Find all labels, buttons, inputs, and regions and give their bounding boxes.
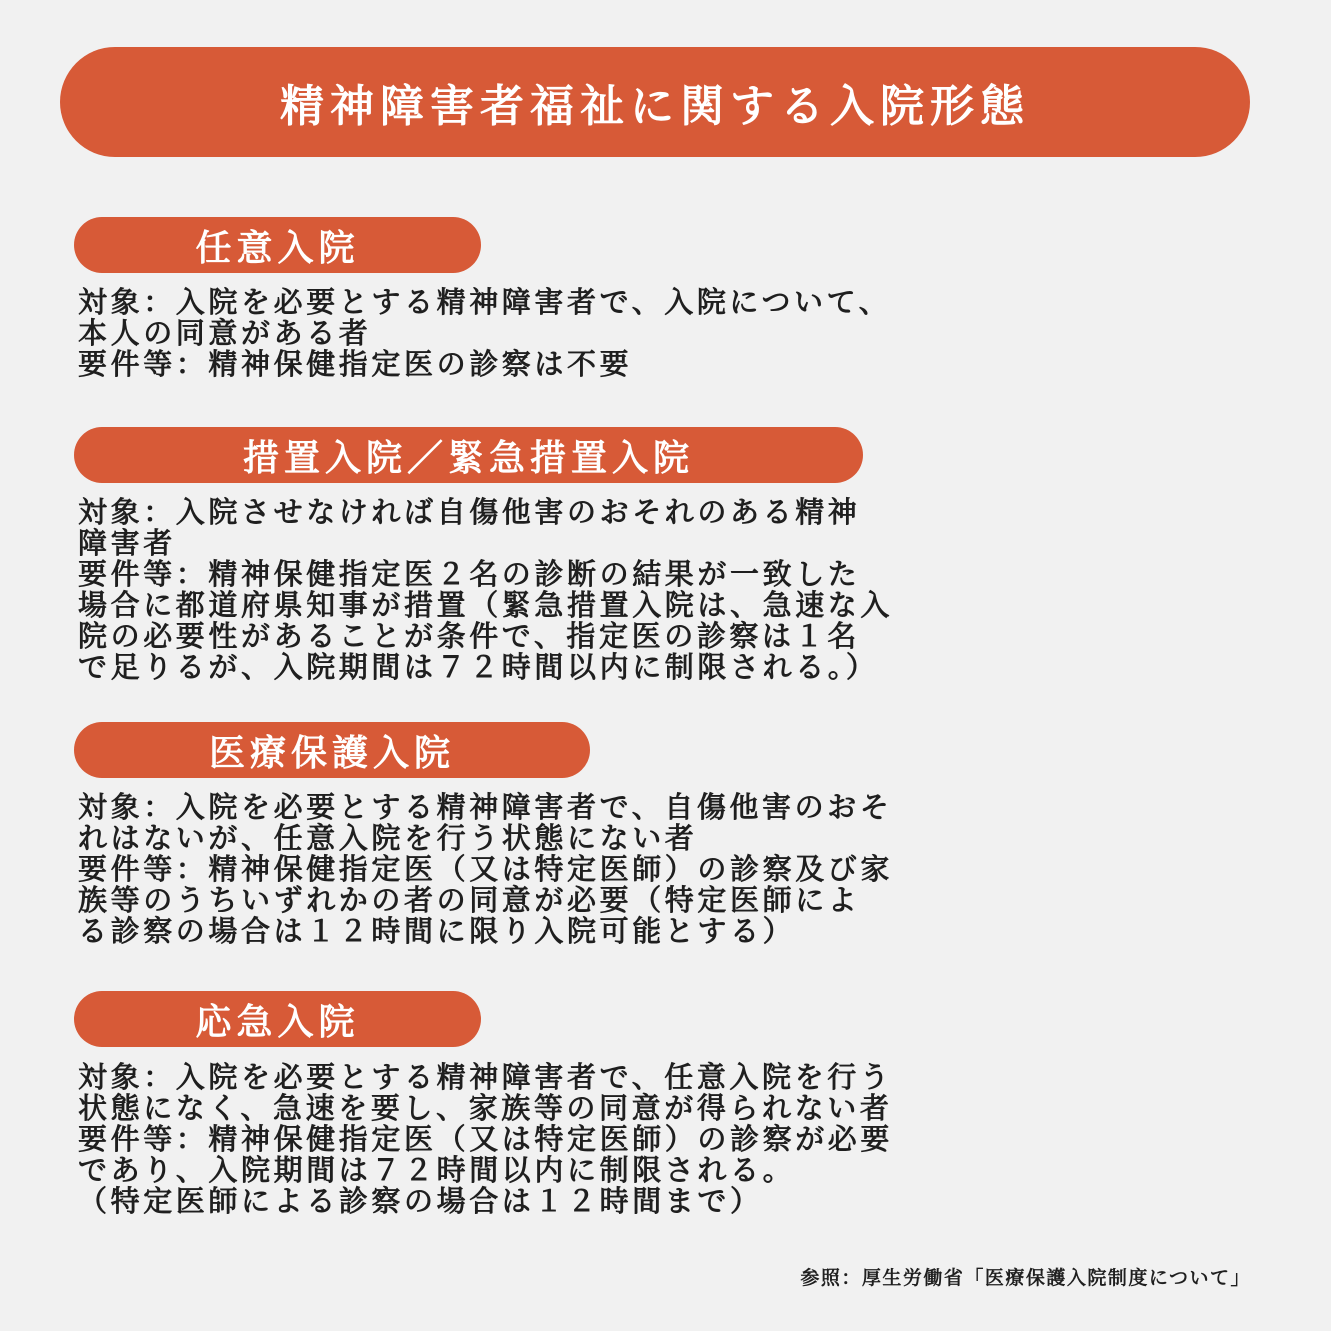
section-line: 要件等：精神保健指定医２名の診断の結果が一致した [78,557,861,591]
section-line: 本人の同意がある者 [78,316,372,350]
section-body-involuntary [78,497,1258,683]
section-line: 族等のうちいずれかの者の同意が必要（特定医師によ [78,883,861,917]
section-line: 障害者 [78,526,176,560]
section-line: 対象：入院を必要とする精神障害者で、任意入院を行う [78,1060,893,1094]
section-heading-medical-protection [74,722,590,778]
section-line: （特定医師による診察の場合は１２時間まで） [78,1184,763,1218]
title-banner [60,47,1250,157]
section-line: る診察の場合は１２時間に限り入院可能とする） [78,914,796,948]
section-line: 場合に都道府県知事が措置（緊急措置入院は、急速な入 [78,588,894,622]
source-citation: 参照：厚生労働省「医療保護入院制度について」 [800,1267,1251,1289]
section-heading-involuntary [74,427,863,483]
section-line: 状態になく、急速を要し、家族等の同意が得られない者 [78,1091,893,1125]
section-heading-voluntary [74,217,481,273]
section-body-voluntary [78,287,1258,380]
page-title: 精神障害者福祉に関する入院形態 [280,81,1030,132]
section-body-medical-protection [78,792,1258,947]
section-line: 要件等：精神保健指定医の診察は不要 [78,347,633,381]
section-heading-label: 応急入院 [195,1001,360,1043]
section-heading-label: 医療保護入院 [208,732,455,774]
section-heading-label: 任意入院 [195,227,360,269]
section-line: 対象：入院を必要とする精神障害者で、入院について、 [78,285,892,319]
section-line: 要件等：精神保健指定医（又は特定医師）の診察が必要 [78,1122,894,1156]
section-line: 要件等：精神保健指定医（又は特定医師）の診察及び家 [78,852,894,886]
section-line: で足りるが、入院期間は７２時間以内に制限される。） [78,650,879,684]
section-heading-label: 措置入院／緊急措置入院 [242,437,694,479]
section-line: であり、入院期間は７２時間以内に制限される。 [78,1153,796,1187]
section-body-emergency [78,1062,1258,1217]
section-line: 対象：入院を必要とする精神障害者で、自傷他害のおそ [78,790,893,824]
section-line: 対象：入院させなければ自傷他害のおそれのある精神 [78,495,861,529]
section-heading-emergency [74,991,481,1047]
section-line: 院の必要性があることが条件で、指定医の診察は１名 [78,619,860,653]
section-line: れはないが、任意入院を行う状態にない者 [78,821,698,855]
